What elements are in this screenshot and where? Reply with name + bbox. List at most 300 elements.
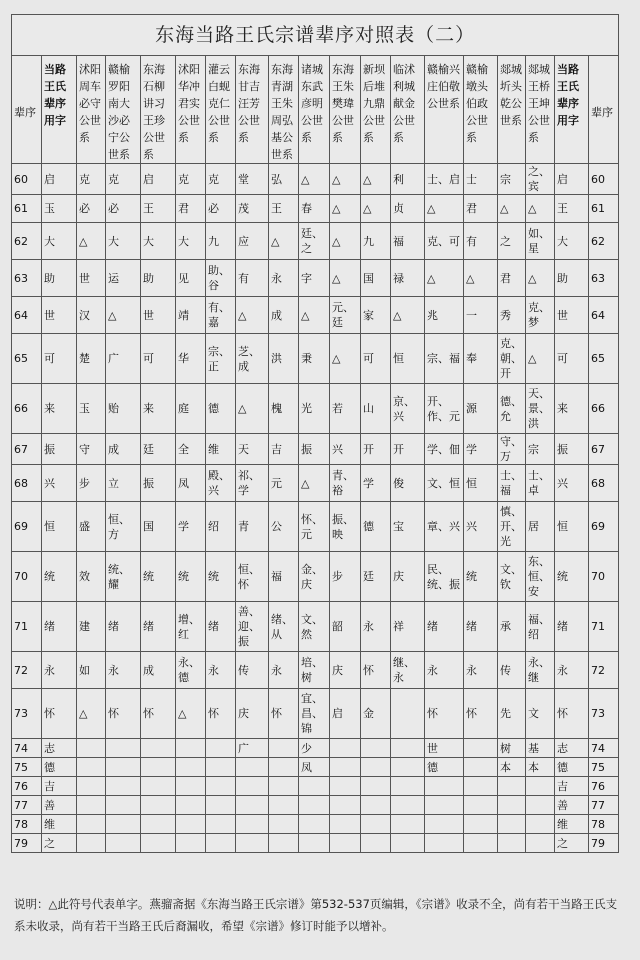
name-char-cell: [176, 834, 206, 853]
name-char-cell: 贻: [106, 384, 141, 434]
name-char-cell: 启: [42, 164, 77, 195]
name-char-cell: [498, 834, 526, 853]
name-char-cell: [269, 777, 299, 796]
name-char-cell: [330, 758, 361, 777]
name-char-cell: 学: [361, 465, 391, 502]
name-char-cell: 源: [464, 384, 498, 434]
name-char-cell: 春: [299, 195, 330, 223]
column-header: [425, 56, 464, 164]
name-char-cell: 世: [555, 297, 589, 334]
name-char-cell: 永: [269, 260, 299, 297]
name-char-cell: [498, 815, 526, 834]
name-char-cell: 有: [236, 260, 269, 297]
name-char-cell: 成: [106, 434, 141, 465]
name-char-cell: 启: [555, 164, 589, 195]
name-char-cell: [269, 758, 299, 777]
name-char-cell: △: [236, 297, 269, 334]
name-char-cell: [361, 834, 391, 853]
header-line: 沭阳: [79, 63, 101, 76]
footnote: 说明：△此符号代表单字。燕骝斋据《东海当路王氏宗谱》第532-537页编辑，《宗谱》收录不全，尚有若干当路王氏支系未收录，尚有若干当路王氏后裔漏收，希望《宗谱》修订时能予以增补。: [14, 897, 618, 933]
header-line: 新坝: [363, 63, 385, 76]
name-char-cell: 贞: [391, 195, 425, 223]
name-char-cell: 永、继: [526, 652, 555, 689]
name-char-cell: △: [498, 195, 526, 223]
generation-number-cell: 70: [12, 552, 42, 602]
header-line: 灌云: [208, 63, 230, 76]
column-header: [361, 56, 391, 164]
name-char-cell: 学: [176, 502, 206, 552]
header-line: 东武: [301, 80, 323, 93]
name-char-cell: 立: [106, 465, 141, 502]
generation-number-cell: 60: [589, 164, 619, 195]
name-char-cell: 永: [206, 652, 236, 689]
name-char-cell: 增、红: [176, 602, 206, 652]
generation-number-cell: 63: [589, 260, 619, 297]
column-header: [236, 56, 269, 164]
name-char-cell: [141, 815, 176, 834]
table-row: [12, 502, 619, 552]
name-char-cell: [391, 758, 425, 777]
name-char-cell: 守: [77, 434, 106, 465]
name-char-cell: [269, 834, 299, 853]
name-char-cell: 开: [391, 434, 425, 465]
table-row: [12, 796, 619, 815]
name-char-cell: 维: [555, 815, 589, 834]
name-char-cell: 必: [77, 195, 106, 223]
name-char-cell: 助: [555, 260, 589, 297]
name-char-cell: [269, 739, 299, 758]
name-char-cell: 统: [464, 552, 498, 602]
name-char-cell: 少: [299, 739, 330, 758]
header-line: 王氏: [44, 80, 66, 93]
name-char-cell: 世: [42, 297, 77, 334]
header-line: 王朱: [332, 80, 354, 93]
name-char-cell: 之: [555, 834, 589, 853]
name-char-cell: △: [299, 297, 330, 334]
name-char-cell: 靖: [176, 297, 206, 334]
generation-number-cell: 76: [589, 777, 619, 796]
name-char-cell: △: [526, 195, 555, 223]
name-char-cell: 秉: [299, 334, 330, 384]
name-char-cell: 可: [141, 334, 176, 384]
name-char-cell: [299, 815, 330, 834]
name-char-cell: 克、朝、开: [498, 334, 526, 384]
name-char-cell: 维: [42, 815, 77, 834]
header-line: 用字: [44, 114, 66, 127]
column-header: [330, 56, 361, 164]
name-char-cell: [106, 739, 141, 758]
name-char-cell: [330, 815, 361, 834]
name-char-cell: [236, 796, 269, 815]
name-char-cell: 君: [176, 195, 206, 223]
header-line: 青湖: [271, 80, 293, 93]
name-char-cell: 先: [498, 689, 526, 739]
name-char-cell: 一: [464, 297, 498, 334]
name-char-cell: 善: [42, 796, 77, 815]
header-line: 系: [208, 131, 219, 144]
name-char-cell: [361, 758, 391, 777]
table-row: [12, 815, 619, 834]
generation-number-cell: 62: [589, 223, 619, 260]
name-char-cell: 德: [425, 758, 464, 777]
name-char-cell: [526, 815, 555, 834]
name-char-cell: 若: [330, 384, 361, 434]
name-char-cell: 君: [464, 195, 498, 223]
name-char-cell: 九: [206, 223, 236, 260]
name-char-cell: 文、恒: [425, 465, 464, 502]
name-char-cell: 恒、方: [106, 502, 141, 552]
header-line: 赣榆: [108, 63, 130, 76]
header-line: 辈序: [14, 105, 36, 119]
name-char-cell: 运: [106, 260, 141, 297]
name-char-cell: [77, 758, 106, 777]
name-char-cell: 大: [42, 223, 77, 260]
name-char-cell: 汉: [77, 297, 106, 334]
name-char-cell: 成: [269, 297, 299, 334]
column-header: [555, 56, 589, 164]
name-char-cell: [206, 834, 236, 853]
name-char-cell: [206, 758, 236, 777]
name-char-cell: 绪: [42, 602, 77, 652]
name-char-cell: 永: [42, 652, 77, 689]
generation-number-cell: 78: [589, 815, 619, 834]
name-char-cell: 志: [42, 739, 77, 758]
table-row: [12, 260, 619, 297]
name-char-cell: 克: [77, 164, 106, 195]
header-line: 系: [332, 131, 343, 144]
generation-number-cell: 65: [12, 334, 42, 384]
name-char-cell: 怀: [361, 652, 391, 689]
name-char-cell: 克: [206, 164, 236, 195]
header-line: 基公: [271, 131, 293, 144]
name-char-cell: [77, 796, 106, 815]
name-char-cell: 文、钦: [498, 552, 526, 602]
header-line: 周弘: [271, 114, 293, 127]
name-char-cell: 恒: [464, 465, 498, 502]
name-char-cell: 庆: [236, 689, 269, 739]
generation-number-cell: 64: [589, 297, 619, 334]
name-char-cell: 德: [555, 758, 589, 777]
name-char-cell: 奉: [464, 334, 498, 384]
header-line: 系: [178, 131, 189, 144]
generation-number-cell: 78: [12, 815, 42, 834]
name-char-cell: 文、然: [299, 602, 330, 652]
generation-number-cell: 68: [589, 465, 619, 502]
header-line: 赣榆: [466, 63, 488, 76]
name-char-cell: 怀: [464, 689, 498, 739]
name-char-cell: △: [299, 465, 330, 502]
name-char-cell: 统: [555, 552, 589, 602]
name-char-cell: [106, 758, 141, 777]
column-header: [106, 56, 141, 164]
name-char-cell: 统、耀: [106, 552, 141, 602]
name-char-cell: 继、永: [391, 652, 425, 689]
header-line: 辈序: [44, 97, 66, 110]
name-char-cell: 永: [555, 652, 589, 689]
column-header: [464, 56, 498, 164]
header-line: 公世系: [427, 97, 460, 110]
name-char-cell: [464, 777, 498, 796]
generation-table: [11, 14, 619, 853]
name-char-cell: [464, 758, 498, 777]
name-char-cell: [77, 834, 106, 853]
name-char-cell: 永: [425, 652, 464, 689]
name-char-cell: 兆: [425, 297, 464, 334]
header-line: 世系: [500, 114, 522, 127]
column-header: [498, 56, 526, 164]
name-char-cell: [391, 815, 425, 834]
name-char-cell: 章、兴: [425, 502, 464, 552]
name-char-cell: 成: [141, 652, 176, 689]
name-char-cell: 统: [206, 552, 236, 602]
name-char-cell: 利: [391, 164, 425, 195]
name-char-cell: 祁、学: [236, 465, 269, 502]
name-char-cell: [141, 796, 176, 815]
name-char-cell: 步: [330, 552, 361, 602]
name-char-cell: [206, 777, 236, 796]
name-char-cell: 怀: [141, 689, 176, 739]
column-header: [141, 56, 176, 164]
name-char-cell: 永、德: [176, 652, 206, 689]
name-char-cell: 基: [526, 739, 555, 758]
name-char-cell: 兴: [42, 465, 77, 502]
name-char-cell: 大: [176, 223, 206, 260]
name-char-cell: 见: [176, 260, 206, 297]
name-char-cell: 公: [269, 502, 299, 552]
table-row: [12, 223, 619, 260]
name-char-cell: 助、谷: [206, 260, 236, 297]
name-char-cell: 九: [361, 223, 391, 260]
header-line: 王氏: [557, 80, 579, 93]
column-header: [42, 56, 77, 164]
name-char-cell: △: [330, 260, 361, 297]
column-header: [176, 56, 206, 164]
name-char-cell: 玉: [42, 195, 77, 223]
table-row: [12, 164, 619, 195]
header-line: 石柳: [143, 80, 165, 93]
name-char-cell: 来: [141, 384, 176, 434]
name-char-cell: 元、廷: [330, 297, 361, 334]
name-char-cell: [330, 834, 361, 853]
name-char-cell: [391, 689, 425, 739]
name-char-cell: △: [236, 384, 269, 434]
name-char-cell: 之: [42, 834, 77, 853]
name-char-cell: 福: [391, 223, 425, 260]
name-char-cell: 之: [498, 223, 526, 260]
name-char-cell: 振、映: [330, 502, 361, 552]
name-char-cell: 绪: [464, 602, 498, 652]
name-char-cell: [498, 796, 526, 815]
name-char-cell: △: [526, 334, 555, 384]
name-char-cell: 来: [555, 384, 589, 434]
name-char-cell: [464, 739, 498, 758]
header-line: 当路: [557, 63, 579, 76]
name-char-cell: 统: [141, 552, 176, 602]
header-line: 公世: [393, 114, 415, 127]
name-char-cell: [141, 758, 176, 777]
name-char-cell: [106, 777, 141, 796]
name-char-cell: 山: [361, 384, 391, 434]
name-char-cell: 福: [269, 552, 299, 602]
header-line: 东海: [238, 63, 260, 76]
header-line: 庄伯敬: [427, 80, 460, 93]
name-char-cell: 克: [176, 164, 206, 195]
name-char-cell: [391, 739, 425, 758]
name-char-cell: 兴: [330, 434, 361, 465]
generation-number-cell: 66: [12, 384, 42, 434]
generation-number-cell: 79: [589, 834, 619, 853]
name-char-cell: 克、可: [425, 223, 464, 260]
name-char-cell: 来: [42, 384, 77, 434]
name-char-cell: 庆: [391, 552, 425, 602]
generation-number-cell: 67: [12, 434, 42, 465]
name-char-cell: 华: [176, 334, 206, 384]
name-char-cell: 玉: [77, 384, 106, 434]
header-line: 东海: [271, 63, 293, 76]
name-char-cell: △: [176, 689, 206, 739]
name-char-cell: 树: [498, 739, 526, 758]
name-char-cell: 洪: [269, 334, 299, 384]
header-line: 克仁: [208, 97, 230, 110]
name-char-cell: [425, 777, 464, 796]
name-char-cell: 家: [361, 297, 391, 334]
name-char-cell: [77, 777, 106, 796]
name-char-cell: △: [526, 260, 555, 297]
name-char-cell: 兴: [555, 465, 589, 502]
name-char-cell: [77, 739, 106, 758]
name-char-cell: △: [425, 260, 464, 297]
header-line: 用字: [557, 114, 579, 127]
table-row: [12, 552, 619, 602]
name-char-cell: [106, 834, 141, 853]
name-char-cell: 怀: [425, 689, 464, 739]
table-row: [12, 334, 619, 384]
name-char-cell: 效: [77, 552, 106, 602]
name-char-cell: 国: [141, 502, 176, 552]
header-line: 当路: [44, 63, 66, 76]
name-char-cell: △: [361, 195, 391, 223]
generation-number-cell: 68: [12, 465, 42, 502]
name-char-cell: 可: [361, 334, 391, 384]
generation-number-cell: 64: [12, 297, 42, 334]
name-char-cell: 助: [141, 260, 176, 297]
header-line: 王朱: [271, 97, 293, 110]
header-line: 甘吉: [238, 80, 260, 93]
generation-number-cell: 72: [12, 652, 42, 689]
name-char-cell: 有: [464, 223, 498, 260]
name-char-cell: [269, 815, 299, 834]
name-char-cell: 有、嘉: [206, 297, 236, 334]
generation-number-cell: 71: [589, 602, 619, 652]
column-header: [391, 56, 425, 164]
name-char-cell: 祥: [391, 602, 425, 652]
name-char-cell: 王: [555, 195, 589, 223]
header-line: 沙必: [108, 114, 130, 127]
name-char-cell: 必: [206, 195, 236, 223]
name-char-cell: [206, 815, 236, 834]
name-char-cell: [269, 796, 299, 815]
name-char-cell: △: [330, 195, 361, 223]
name-char-cell: [425, 834, 464, 853]
header-line: 献金: [393, 97, 415, 110]
generation-number-cell: 61: [589, 195, 619, 223]
name-char-cell: 文: [526, 689, 555, 739]
name-char-cell: 宗: [498, 164, 526, 195]
header-line: 辈序: [591, 105, 613, 119]
header-line: 汪芳: [238, 97, 260, 110]
name-char-cell: 槐: [269, 384, 299, 434]
name-char-cell: 恒: [391, 334, 425, 384]
name-char-cell: [464, 796, 498, 815]
name-char-cell: 居: [526, 502, 555, 552]
header-line: 系: [363, 131, 374, 144]
header-line: 王坤: [528, 97, 550, 110]
name-char-cell: 绪: [206, 602, 236, 652]
table-row: [12, 777, 619, 796]
name-char-cell: 廷、之: [299, 223, 330, 260]
name-char-cell: 金、庆: [299, 552, 330, 602]
name-char-cell: 京、兴: [391, 384, 425, 434]
name-char-cell: 振: [299, 434, 330, 465]
name-char-cell: [425, 815, 464, 834]
name-char-cell: 士、启: [425, 164, 464, 195]
name-char-cell: 守、万: [498, 434, 526, 465]
name-char-cell: 德: [361, 502, 391, 552]
header-line: 君实: [178, 97, 200, 110]
name-char-cell: [176, 796, 206, 815]
name-char-cell: △: [330, 334, 361, 384]
name-char-cell: 可: [555, 334, 589, 384]
name-char-cell: 绪: [106, 602, 141, 652]
name-char-cell: [206, 739, 236, 758]
name-char-cell: 凤: [299, 758, 330, 777]
name-char-cell: 殿、兴: [206, 465, 236, 502]
header-line: 东海: [143, 63, 165, 76]
name-char-cell: 禄: [391, 260, 425, 297]
header-line: 东海: [332, 63, 354, 76]
name-char-cell: [176, 815, 206, 834]
header-line: 圻头: [500, 80, 522, 93]
name-char-cell: 之、宾: [526, 164, 555, 195]
name-char-cell: 宝: [391, 502, 425, 552]
name-char-cell: 大: [141, 223, 176, 260]
header-line: 公世: [238, 114, 260, 127]
name-char-cell: 可: [42, 334, 77, 384]
name-char-cell: [236, 758, 269, 777]
name-char-cell: 培、树: [299, 652, 330, 689]
name-char-cell: [106, 796, 141, 815]
name-char-cell: 克: [106, 164, 141, 195]
name-char-cell: 助: [42, 260, 77, 297]
name-char-cell: 慎、开、光: [498, 502, 526, 552]
name-char-cell: △: [77, 223, 106, 260]
name-char-cell: 本: [498, 758, 526, 777]
name-char-cell: 天、景、洪: [526, 384, 555, 434]
generation-number-cell: 77: [589, 796, 619, 815]
generation-number-cell: 76: [12, 777, 42, 796]
generation-number-cell: 61: [12, 195, 42, 223]
header-line: 系: [466, 131, 477, 144]
name-char-cell: [176, 777, 206, 796]
name-char-cell: 秀: [498, 297, 526, 334]
name-char-cell: [141, 739, 176, 758]
name-char-cell: [526, 834, 555, 853]
name-char-cell: 善、迎、振: [236, 602, 269, 652]
header-line: 墩头: [466, 80, 488, 93]
name-char-cell: △: [77, 689, 106, 739]
column-header: [206, 56, 236, 164]
name-char-cell: 世: [425, 739, 464, 758]
